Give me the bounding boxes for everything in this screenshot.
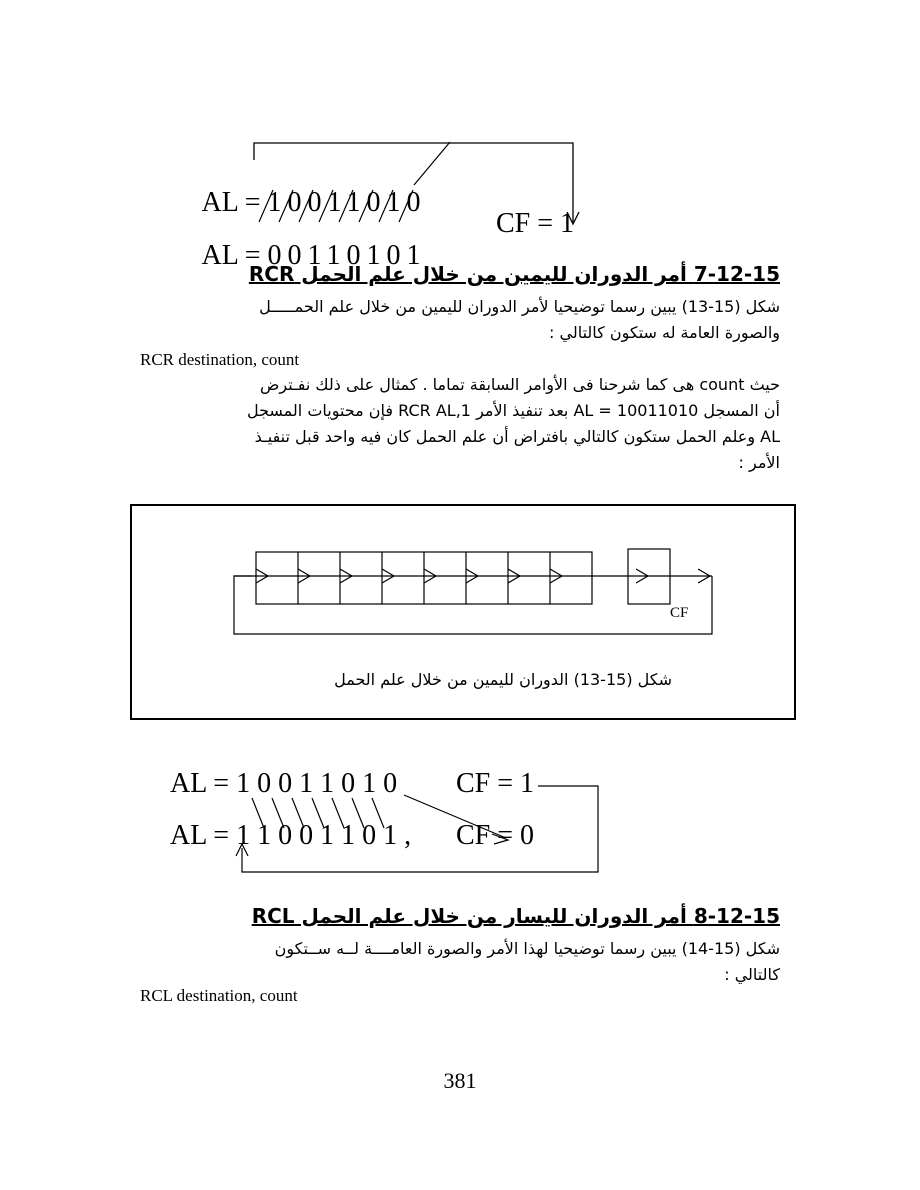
- rcr-al-after: [175, 208, 427, 304]
- section-rcr-para2-line2: أن المسجل AL = 10011010 بعد تنفيذ الأمر RCR AL,1 فإن محتويات المسجل: [246, 401, 780, 420]
- section-rcl-para1-line2: كالتالي :: [724, 965, 780, 984]
- rcl-al-before: AL = 1 0 0 1 1 0 1 0: [170, 768, 398, 799]
- section-rcr-para2-line3: AL وعلم الحمل ستكون كالتالي بافتراض أن علم الحمل كان فيه واحد قبل تنفيـذ: [254, 427, 780, 446]
- page-number: 381: [443, 1068, 477, 1093]
- section-rcr-para1-line2: والصورة العامة له ستكون كالتالي :: [549, 323, 780, 342]
- rcr-syntax: RCR destination, count: [140, 350, 300, 369]
- section-rcr-para1-line1: شكل (15-13) يبين رسما توضيحيا لأمر الدوران لليمين من خلال علم الحمـــــل: [259, 297, 780, 316]
- section-rcr-para2-line4: الأمر :: [738, 453, 780, 472]
- figure-rcr-box: [130, 504, 796, 720]
- section-rcr-heading: 7-12-15 أمر الدوران لليمين من خلال علم الحمل RCR: [248, 262, 780, 286]
- section-rcl-heading: 8-12-15 أمر الدوران لليسار من خلال علم الحمل RCL: [251, 904, 780, 928]
- rcl-cf-after: CF = 0: [456, 820, 535, 851]
- figure-rcr-caption: شكل (15-13) الدوران لليمين من خلال علم الحمل: [334, 670, 672, 689]
- section-rcr-para2-line1: حيث count هى كما شرحنا فى الأوامر السابقة تماما . كمثال على ذلك نفـترض: [260, 375, 780, 394]
- rcr-al-before-label: AL =: [201, 187, 268, 218]
- rcl-cf-before: CF = 1: [456, 768, 535, 799]
- rcr-al-after-label: AL =: [201, 240, 268, 271]
- figure-rcr-cf-label: CF: [670, 605, 689, 621]
- rcr-cf-after: CF = 1: [496, 208, 575, 239]
- section-rcl-para1-line1: شكل (15-14) يبين رسما توضيحيا لهذا الأمر والصورة العامــــة لــه ســتكون: [274, 939, 780, 958]
- rcr-al-after-bits: 00110101: [267, 240, 427, 271]
- rcl-syntax: RCL destination, count: [140, 986, 298, 1005]
- rcl-al-after: AL = 1 1 0 0 1 1 0 1 ,: [170, 820, 412, 851]
- rcr-al-before-bits: 10011010: [267, 187, 427, 218]
